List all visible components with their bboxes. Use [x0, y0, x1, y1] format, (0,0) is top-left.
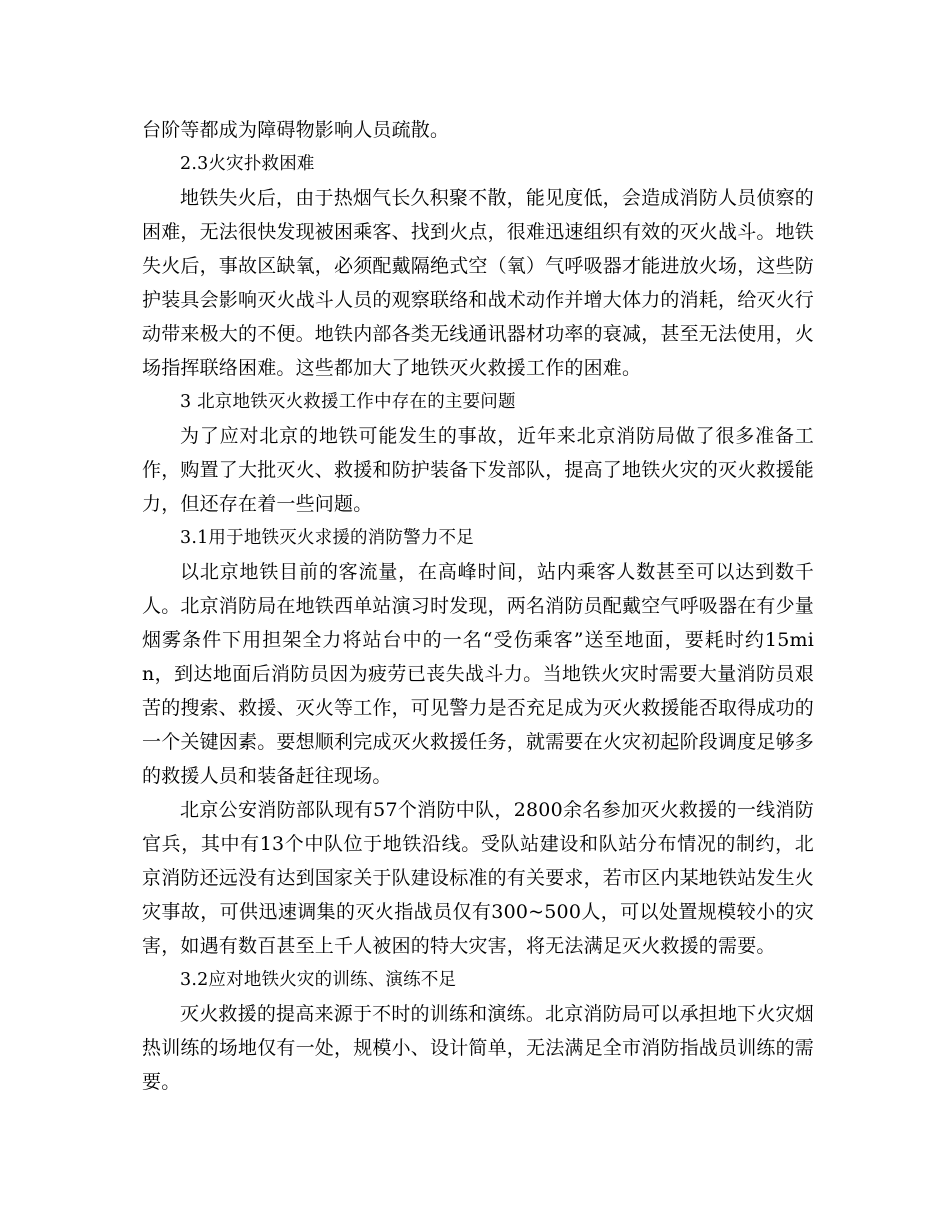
section-heading-2-3: 2.3火灾扑救困难 [180, 154, 315, 174]
section-heading-3: 3 北京地铁灭火救援工作中存在的主要问题 [180, 392, 516, 412]
paragraph-fire-fighting-difficulty: 地铁失火后，由于热烟气长久积聚不散，能见度低，会造成消防人员侦察的困难，无法很快发现被困乘客、找到火点，很难迅速组织有效的灭火战斗。地铁失火后，事故区缺氧，必须配戴隔绝式空（氧）气呼吸器才能进放火场，这些防护装具会影响灭火战斗人员的观察联络和战术动作并增大体力的消耗，给灭火行动带来极大的不便。地铁内部各类无线通讯器材功率的衰减，甚至无法使用，火场指挥联络困难。这些都加大了地铁灭火救援工作的困难。 [142, 187, 815, 379]
paragraph-continuation: 台阶等都成为障碍物影响人员疏散。 [142, 119, 450, 141]
paragraph-fire-brigade-resources: 北京公安消防部队现有57个消防中队，2800余名参加灭火救援的一线消防官兵，其中有13个中队位于地铁沿线。受队站建设和队站分布情况的制约，北京消防还远没有达到国家关于队建设标准的有关要求，若市区内某地铁站发生火灾事故，可供迅速调集的灭火指战员仅有300~500人，可以处置规模较小的灾害，如遇有数百甚至上千人被困的特大灾害，将无法满足灭火救援的需要。 [142, 799, 815, 957]
paragraph-training-shortage: 灭火救援的提高来源于不时的训练和演练。北京消防局可以承担地下火灾烟热训练的场地仅有一处，规模小、设计简单，无法满足全市消防指战员训练的需要。 [142, 1003, 815, 1093]
paragraph-preparation-work: 为了应对北京的地铁可能发生的事故，近年来北京消防局做了很多准备工作，购置了大批灭火、救援和防护装备下发部队，提高了地铁火灾的灭火救援能力，但还存在着一些问题。 [142, 425, 815, 515]
section-heading-3-2: 3.2应对地铁火灾的训练、演练不足 [180, 970, 457, 990]
section-heading-3-1: 3.1用于地铁灭火求援的消防警力不足 [180, 528, 474, 548]
paragraph-passenger-flow: 以北京地铁目前的客流量，在高峰时间，站内乘客人数甚至可以达到数千人。北京消防局在地铁西单站演习时发现，两名消防员配戴空气呼吸器在有少量烟雾条件下用担架全力将站台中的一名“受伤乘客”送至地面，要耗时约15min，到达地面后消防员因为疲劳已丧失战斗力。当地铁火灾时需要大量消防员艰苦的搜索、救援、灭火等工作，可见警力是否充足成为灭火救援能否取得成功的一个关键因素。要想顺利完成灭火救援任务，就需要在火灾初起阶段调度足够多的救援人员和装备赶往现场。 [142, 561, 815, 787]
document-body [142, 113, 814, 1099]
